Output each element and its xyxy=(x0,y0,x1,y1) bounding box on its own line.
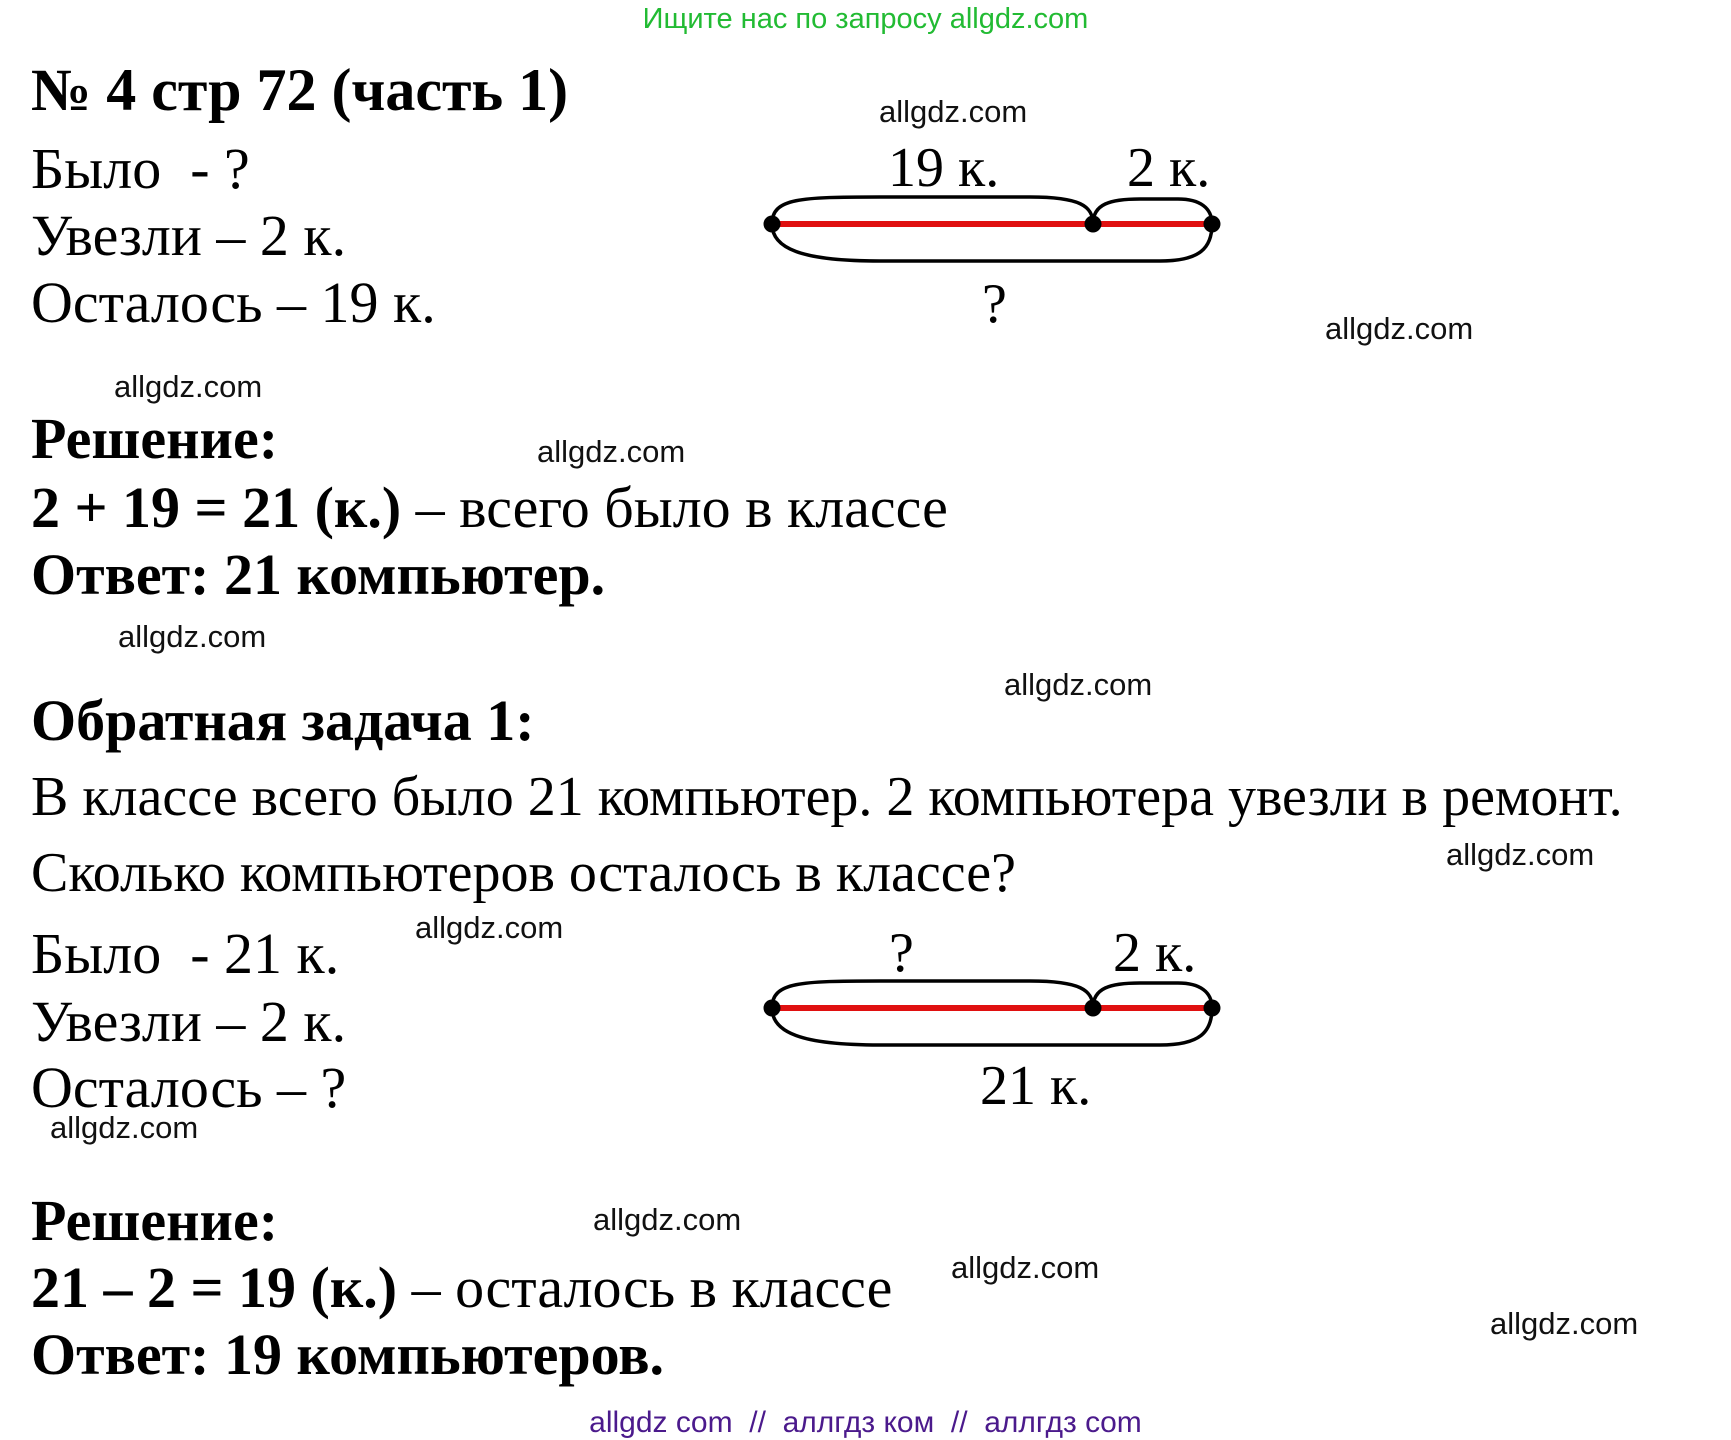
inverse-text-line1: В классе всего было 21 компьютер. 2 компьютера увезли в ремонт. xyxy=(31,766,1623,828)
brace-top-left xyxy=(772,197,1093,224)
point-end xyxy=(1204,216,1221,233)
diagram1-left-label: 19 к. xyxy=(888,137,1000,199)
watermark: allgdz.com xyxy=(114,369,263,404)
inverse-heading: Обратная задача 1: xyxy=(31,688,535,753)
brace-top-right xyxy=(1093,983,1212,1008)
solution-heading: Решение: xyxy=(31,406,279,471)
watermark: allgdz.com xyxy=(951,1250,1100,1285)
diagram2-left-label: ? xyxy=(889,922,914,984)
inverse-solution-expression: 21 – 2 = 19 (к.) xyxy=(31,1255,398,1320)
answer: Ответ: 21 компьютер. xyxy=(31,542,606,607)
watermark: allgdz.com xyxy=(1490,1306,1639,1341)
inverse-answer: Ответ: 19 компьютеров. xyxy=(31,1322,665,1387)
point-middle xyxy=(1085,216,1102,233)
inverse-condition-was: Было - 21 к. xyxy=(31,921,340,986)
solution-expression: 2 + 19 = 21 (к.) xyxy=(31,475,402,540)
solution-line xyxy=(31,475,948,540)
watermark: allgdz.com xyxy=(118,619,267,654)
inverse-solution-heading: Решение: xyxy=(31,1188,279,1253)
watermark: allgdz.com xyxy=(1325,311,1474,346)
watermark: allgdz.com xyxy=(415,910,564,945)
diagram1-bottom-label: ? xyxy=(982,273,1007,335)
diagram2-bottom-label: 21 к. xyxy=(980,1055,1092,1117)
watermark: allgdz.com xyxy=(1004,667,1153,702)
segment-diagram-1 xyxy=(760,190,1220,270)
task-title: № 4 стр 72 (часть 1) xyxy=(31,57,569,123)
point-start xyxy=(764,216,781,233)
watermark: allgdz.com xyxy=(50,1110,199,1145)
watermark: allgdz.com xyxy=(879,94,1028,129)
brace-bottom xyxy=(772,1008,1212,1045)
diagram2-right-label: 2 к. xyxy=(1113,922,1197,984)
brace-bottom xyxy=(772,224,1212,261)
watermark: allgdz.com xyxy=(1446,837,1595,872)
brace-top-right xyxy=(1093,199,1212,224)
watermark: allgdz.com xyxy=(593,1202,742,1237)
inverse-solution-line xyxy=(31,1255,893,1320)
point-start xyxy=(764,1000,781,1017)
inverse-text-line2: Сколько компьютеров осталось в классе? xyxy=(31,842,1016,904)
segment-diagram-2 xyxy=(760,974,1220,1054)
inverse-condition-left: Осталось – ? xyxy=(31,1055,347,1120)
inverse-solution-note: – осталось в классе xyxy=(397,1255,893,1320)
solution-note: – всего было в классе xyxy=(401,475,948,540)
search-hint: Ищите нас по запросу allgdz.com xyxy=(642,3,1089,35)
inverse-condition-taken: Увезли – 2 к. xyxy=(31,989,347,1054)
watermark: allgdz.com xyxy=(537,434,686,469)
condition-left: Осталось – 19 к. xyxy=(31,270,436,335)
condition-was: Было - ? xyxy=(31,136,250,201)
point-middle xyxy=(1085,1000,1102,1017)
brace-top-left xyxy=(772,981,1093,1008)
point-end xyxy=(1204,1000,1221,1017)
condition-taken: Увезли – 2 к. xyxy=(31,203,347,268)
footer-links[interactable]: allgdz com // аллгдз ком // аллгдз com xyxy=(589,1406,1142,1439)
diagram1-right-label: 2 к. xyxy=(1127,137,1211,199)
